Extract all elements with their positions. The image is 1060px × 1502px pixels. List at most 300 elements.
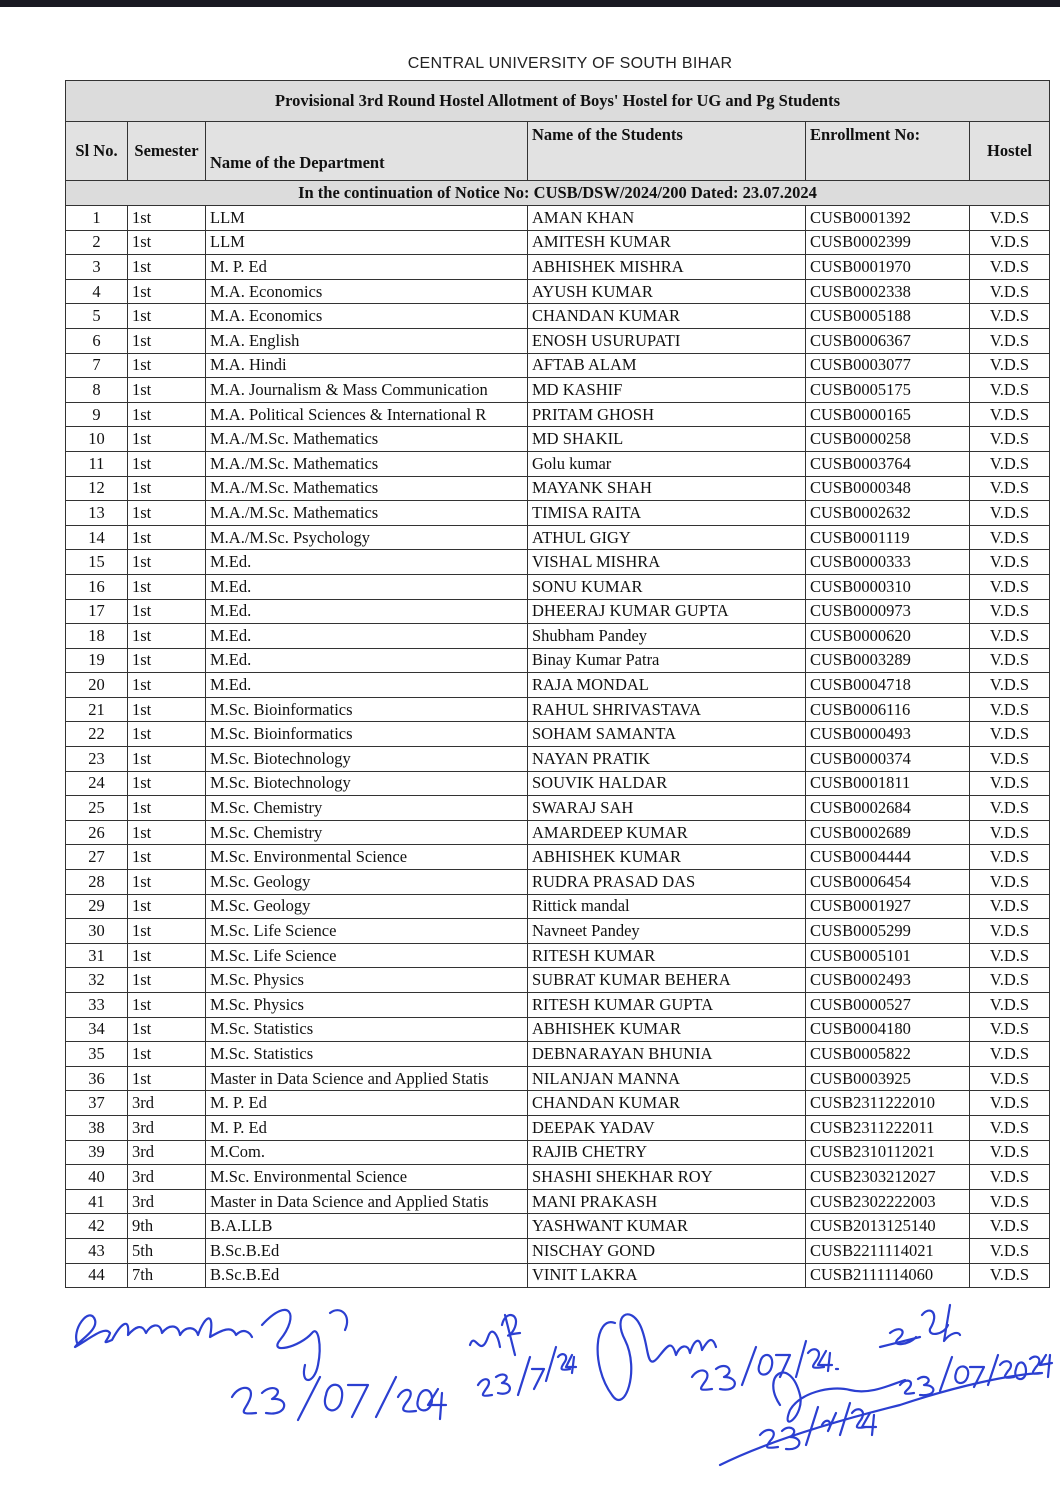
- signature-5-mark: [773, 1373, 905, 1422]
- cell-sl-no: 25: [66, 796, 128, 821]
- table-row: [66, 1115, 1050, 1140]
- cell-semester: 1st: [128, 1042, 206, 1067]
- cell-sl-no: 44: [66, 1263, 128, 1288]
- cell-hostel: V.D.S: [970, 1091, 1050, 1116]
- cell-hostel: V.D.S: [970, 230, 1050, 255]
- cell-hostel: V.D.S: [970, 1214, 1050, 1239]
- cell-sl-no: 27: [66, 845, 128, 870]
- cell-sl-no: 16: [66, 574, 128, 599]
- table-row: [66, 820, 1050, 845]
- cell-semester: 1st: [128, 796, 206, 821]
- cell-hostel: V.D.S: [970, 1115, 1050, 1140]
- table-row: [66, 1189, 1050, 1214]
- cell-sl-no: 20: [66, 673, 128, 698]
- cell-sl-no: 1: [66, 206, 128, 231]
- cell-semester: 1st: [128, 476, 206, 501]
- cell-sl-no: 10: [66, 427, 128, 452]
- col-header-sl: Sl No.: [66, 122, 128, 181]
- col-header-semester-text: Semester: [134, 141, 199, 160]
- table-row: [66, 1066, 1050, 1091]
- cell-hostel: V.D.S: [970, 378, 1050, 403]
- cell-enrollment-no: CUSB0003077: [806, 353, 970, 378]
- cell-enrollment-no: CUSB0003925: [806, 1066, 970, 1091]
- table-row: [66, 722, 1050, 747]
- notice-text: In the continuation of Notice No: CUSB/DSW/2024/200 Dated: 23.07.2024: [66, 181, 1050, 206]
- cell-department: M.Sc. Physics: [206, 968, 528, 993]
- table-row: [66, 599, 1050, 624]
- cell-semester: 3rd: [128, 1115, 206, 1140]
- cell-student-name: VINIT LAKRA: [528, 1263, 806, 1288]
- cell-department: Master in Data Science and Applied Statis: [206, 1066, 528, 1091]
- cell-department: Master in Data Science and Applied Statis: [206, 1189, 528, 1214]
- cell-semester: 1st: [128, 206, 206, 231]
- cell-department: M.A./M.Sc. Mathematics: [206, 501, 528, 526]
- cell-student-name: Shubham Pandey: [528, 624, 806, 649]
- cell-student-name: ABHISHEK KUMAR: [528, 1017, 806, 1042]
- cell-enrollment-no: CUSB0002684: [806, 796, 970, 821]
- cell-semester: 1st: [128, 255, 206, 280]
- cell-semester: 3rd: [128, 1091, 206, 1116]
- cell-sl-no: 30: [66, 919, 128, 944]
- cell-sl-no: 19: [66, 648, 128, 673]
- cell-student-name: NILANJAN MANNA: [528, 1066, 806, 1091]
- cell-enrollment-no: CUSB0002399: [806, 230, 970, 255]
- cell-hostel: V.D.S: [970, 255, 1050, 280]
- cell-enrollment-no: CUSB0004444: [806, 845, 970, 870]
- signature-2-date: [478, 1347, 576, 1396]
- table-row: [66, 304, 1050, 329]
- cell-department: M.A. Hindi: [206, 353, 528, 378]
- cell-enrollment-no: CUSB0005188: [806, 304, 970, 329]
- cell-hostel: V.D.S: [970, 328, 1050, 353]
- cell-hostel: V.D.S: [970, 968, 1050, 993]
- table-row: [66, 1042, 1050, 1067]
- table-title: Provisional 3rd Round Hostel Allotment of Boys' Hostel for UG and Pg Students: [66, 81, 1050, 122]
- cell-student-name: RUDRA PRASAD DAS: [528, 870, 806, 895]
- cell-student-name: MD KASHIF: [528, 378, 806, 403]
- cell-department: M.Sc. Physics: [206, 993, 528, 1018]
- cell-department: LLM: [206, 206, 528, 231]
- cell-hostel: V.D.S: [970, 476, 1050, 501]
- cell-enrollment-no: CUSB0005175: [806, 378, 970, 403]
- cell-sl-no: 21: [66, 697, 128, 722]
- cell-department: M.Sc. Environmental Science: [206, 1165, 528, 1190]
- cell-hostel: V.D.S: [970, 1263, 1050, 1288]
- cell-student-name: DHEERAJ KUMAR GUPTA: [528, 599, 806, 624]
- col-header-enrollment: Enrollment No:: [806, 122, 970, 181]
- table-row: [66, 697, 1050, 722]
- cell-sl-no: 15: [66, 550, 128, 575]
- cell-sl-no: 39: [66, 1140, 128, 1165]
- cell-semester: 1st: [128, 648, 206, 673]
- cell-department: M.Ed.: [206, 673, 528, 698]
- cell-department: M. P. Ed: [206, 255, 528, 280]
- cell-semester: 1st: [128, 1017, 206, 1042]
- cell-semester: 1st: [128, 451, 206, 476]
- table-header-row: [66, 122, 1050, 181]
- cell-hostel: V.D.S: [970, 427, 1050, 452]
- cell-semester: 1st: [128, 550, 206, 575]
- cell-enrollment-no: CUSB0000165: [806, 402, 970, 427]
- table-row: [66, 1263, 1050, 1288]
- cell-enrollment-no: CUSB0000258: [806, 427, 970, 452]
- table-row: [66, 919, 1050, 944]
- cell-hostel: V.D.S: [970, 525, 1050, 550]
- cell-semester: 1st: [128, 968, 206, 993]
- cell-student-name: MAYANK SHAH: [528, 476, 806, 501]
- cell-enrollment-no: CUSB0005101: [806, 943, 970, 968]
- table-row: [66, 845, 1050, 870]
- cell-hostel: V.D.S: [970, 451, 1050, 476]
- cell-semester: 1st: [128, 845, 206, 870]
- cell-semester: 1st: [128, 230, 206, 255]
- table-row: [66, 870, 1050, 895]
- notice-row: [66, 181, 1050, 206]
- cell-student-name: ENOSH USURUPATI: [528, 328, 806, 353]
- cell-sl-no: 40: [66, 1165, 128, 1190]
- cell-department: M.Ed.: [206, 648, 528, 673]
- cell-enrollment-no: CUSB0005822: [806, 1042, 970, 1067]
- table-row: [66, 501, 1050, 526]
- cell-enrollment-no: CUSB0000310: [806, 574, 970, 599]
- cell-enrollment-no: CUSB0000374: [806, 747, 970, 772]
- cell-semester: 1st: [128, 993, 206, 1018]
- table-row: [66, 328, 1050, 353]
- signature-1-flourish: [262, 1310, 320, 1380]
- table-row: [66, 206, 1050, 231]
- cell-department: M.A. Journalism & Mass Communication: [206, 378, 528, 403]
- cell-hostel: V.D.S: [970, 747, 1050, 772]
- signature-5-date: [760, 1403, 876, 1449]
- cell-student-name: VISHAL MISHRA: [528, 550, 806, 575]
- cell-sl-no: 43: [66, 1238, 128, 1263]
- cell-hostel: V.D.S: [970, 574, 1050, 599]
- cell-sl-no: 31: [66, 943, 128, 968]
- cell-department: M.A. English: [206, 328, 528, 353]
- cell-sl-no: 37: [66, 1091, 128, 1116]
- cell-department: M.A./M.Sc. Mathematics: [206, 427, 528, 452]
- cell-semester: 1st: [128, 673, 206, 698]
- cell-sl-no: 5: [66, 304, 128, 329]
- table-row: [66, 943, 1050, 968]
- cell-sl-no: 7: [66, 353, 128, 378]
- cell-department: M.Sc. Life Science: [206, 919, 528, 944]
- cell-sl-no: 24: [66, 771, 128, 796]
- cell-department: M. P. Ed: [206, 1115, 528, 1140]
- handwritten-signatures: [0, 1285, 1060, 1497]
- cell-hostel: V.D.S: [970, 624, 1050, 649]
- cell-hostel: V.D.S: [970, 353, 1050, 378]
- signature-1-extra: [330, 1310, 347, 1330]
- allotment-table: [65, 80, 1050, 1288]
- cell-department: M.Sc. Environmental Science: [206, 845, 528, 870]
- cell-student-name: MANI PRAKASH: [528, 1189, 806, 1214]
- cell-sl-no: 13: [66, 501, 128, 526]
- table-row: [66, 525, 1050, 550]
- cell-student-name: DEEPAK YADAV: [528, 1115, 806, 1140]
- cell-sl-no: 36: [66, 1066, 128, 1091]
- cell-enrollment-no: CUSB0006367: [806, 328, 970, 353]
- cell-semester: 5th: [128, 1238, 206, 1263]
- table-row: [66, 378, 1050, 403]
- table-row: [66, 550, 1050, 575]
- cell-department: M.Sc. Chemistry: [206, 820, 528, 845]
- cell-student-name: AMAN KHAN: [528, 206, 806, 231]
- cell-semester: 1st: [128, 870, 206, 895]
- table-row: [66, 476, 1050, 501]
- cell-sl-no: 34: [66, 1017, 128, 1042]
- cell-hostel: V.D.S: [970, 1189, 1050, 1214]
- cell-department: M.Sc. Bioinformatics: [206, 697, 528, 722]
- cell-department: M.Ed.: [206, 599, 528, 624]
- cell-department: LLM: [206, 230, 528, 255]
- cell-student-name: RAHUL SHRIVASTAVA: [528, 697, 806, 722]
- cell-enrollment-no: CUSB2303212027: [806, 1165, 970, 1190]
- cell-student-name: AYUSH KUMAR: [528, 279, 806, 304]
- cell-hostel: V.D.S: [970, 402, 1050, 427]
- cell-enrollment-no: CUSB0000620: [806, 624, 970, 649]
- cell-hostel: V.D.S: [970, 993, 1050, 1018]
- cell-sl-no: 23: [66, 747, 128, 772]
- table-row: [66, 796, 1050, 821]
- col-header-student: Name of the Students: [528, 122, 806, 181]
- table-row: [66, 427, 1050, 452]
- cell-hostel: V.D.S: [970, 820, 1050, 845]
- cell-department: M.A./M.Sc. Psychology: [206, 525, 528, 550]
- cell-student-name: PRITAM GHOSH: [528, 402, 806, 427]
- signature-1-date: [232, 1377, 446, 1420]
- cell-student-name: AFTAB ALAM: [528, 353, 806, 378]
- table-row: [66, 255, 1050, 280]
- cell-hostel: V.D.S: [970, 1238, 1050, 1263]
- cell-sl-no: 42: [66, 1214, 128, 1239]
- cell-student-name: RAJA MONDAL: [528, 673, 806, 698]
- cell-student-name: Binay Kumar Patra: [528, 648, 806, 673]
- cell-student-name: AMARDEEP KUMAR: [528, 820, 806, 845]
- cell-department: M.Sc. Geology: [206, 870, 528, 895]
- cell-semester: 1st: [128, 747, 206, 772]
- cell-department: M.Sc. Chemistry: [206, 796, 528, 821]
- cell-department: M.Sc. Biotechnology: [206, 771, 528, 796]
- table-row: [66, 1214, 1050, 1239]
- cell-enrollment-no: CUSB0006454: [806, 870, 970, 895]
- cell-enrollment-no: CUSB2302222003: [806, 1189, 970, 1214]
- cell-semester: 1st: [128, 697, 206, 722]
- cell-sl-no: 17: [66, 599, 128, 624]
- cell-sl-no: 32: [66, 968, 128, 993]
- cell-hostel: V.D.S: [970, 550, 1050, 575]
- cell-semester: 1st: [128, 624, 206, 649]
- cell-hostel: V.D.S: [970, 894, 1050, 919]
- cell-semester: 1st: [128, 919, 206, 944]
- table-row: [66, 673, 1050, 698]
- cell-enrollment-no: CUSB0002493: [806, 968, 970, 993]
- table-row: [66, 993, 1050, 1018]
- cell-sl-no: 9: [66, 402, 128, 427]
- table-row: [66, 574, 1050, 599]
- cell-hostel: V.D.S: [970, 673, 1050, 698]
- cell-student-name: SHASHI SHEKHAR ROY: [528, 1165, 806, 1190]
- cell-enrollment-no: CUSB0000493: [806, 722, 970, 747]
- table-row: [66, 1017, 1050, 1042]
- cell-semester: 9th: [128, 1214, 206, 1239]
- cell-sl-no: 2: [66, 230, 128, 255]
- table-row: [66, 894, 1050, 919]
- cell-enrollment-no: CUSB2311222010: [806, 1091, 970, 1116]
- cell-department: M.Sc. Statistics: [206, 1042, 528, 1067]
- cell-student-name: RITESH KUMAR: [528, 943, 806, 968]
- cell-hostel: V.D.S: [970, 722, 1050, 747]
- table-row: [66, 1140, 1050, 1165]
- cell-student-name: AMITESH KUMAR: [528, 230, 806, 255]
- cell-department: M.Sc. Geology: [206, 894, 528, 919]
- cell-hostel: V.D.S: [970, 1017, 1050, 1042]
- cell-enrollment-no: CUSB0005299: [806, 919, 970, 944]
- table-row: [66, 402, 1050, 427]
- cell-semester: 1st: [128, 820, 206, 845]
- col-header-hostel: Hostel: [970, 122, 1050, 181]
- cell-enrollment-no: CUSB0004180: [806, 1017, 970, 1042]
- cell-enrollment-no: CUSB0000348: [806, 476, 970, 501]
- cell-student-name: CHANDAN KUMAR: [528, 1091, 806, 1116]
- cell-student-name: SOUVIK HALDAR: [528, 771, 806, 796]
- table-row: [66, 747, 1050, 772]
- cell-sl-no: 29: [66, 894, 128, 919]
- cell-semester: 1st: [128, 501, 206, 526]
- cell-semester: 1st: [128, 771, 206, 796]
- cell-enrollment-no: CUSB0002338: [806, 279, 970, 304]
- table-row: [66, 648, 1050, 673]
- cell-semester: 1st: [128, 574, 206, 599]
- signature-3-mark: [598, 1314, 716, 1400]
- table-row: [66, 1238, 1050, 1263]
- cell-semester: 3rd: [128, 1189, 206, 1214]
- table-row: [66, 1091, 1050, 1116]
- cell-semester: 1st: [128, 353, 206, 378]
- university-name: CENTRAL UNIVERSITY OF SOUTH BIHAR: [407, 55, 733, 72]
- cell-hostel: V.D.S: [970, 206, 1050, 231]
- cell-hostel: V.D.S: [970, 1066, 1050, 1091]
- cell-hostel: V.D.S: [970, 599, 1050, 624]
- cell-department: M.Sc. Life Science: [206, 943, 528, 968]
- cell-student-name: MD SHAKIL: [528, 427, 806, 452]
- cell-student-name: Rittick mandal: [528, 894, 806, 919]
- cell-semester: 1st: [128, 427, 206, 452]
- cell-enrollment-no: CUSB2111114060: [806, 1263, 970, 1288]
- cell-student-name: Navneet Pandey: [528, 919, 806, 944]
- cell-department: M.A./M.Sc. Mathematics: [206, 451, 528, 476]
- cell-student-name: DEBNARAYAN BHUNIA: [528, 1042, 806, 1067]
- cell-hostel: V.D.S: [970, 796, 1050, 821]
- cell-department: M.A. Economics: [206, 279, 528, 304]
- cell-sl-no: 28: [66, 870, 128, 895]
- cell-hostel: V.D.S: [970, 845, 1050, 870]
- cell-enrollment-no: CUSB0001811: [806, 771, 970, 796]
- cell-sl-no: 4: [66, 279, 128, 304]
- cell-enrollment-no: CUSB0002632: [806, 501, 970, 526]
- cell-enrollment-no: CUSB0001392: [806, 206, 970, 231]
- cell-semester: 3rd: [128, 1165, 206, 1190]
- table-row: [66, 451, 1050, 476]
- cell-department: M.A./M.Sc. Mathematics: [206, 476, 528, 501]
- cell-student-name: RITESH KUMAR GUPTA: [528, 993, 806, 1018]
- table-row: [66, 279, 1050, 304]
- cell-semester: 7th: [128, 1263, 206, 1288]
- cell-semester: 1st: [128, 943, 206, 968]
- cell-student-name: NAYAN PRATIK: [528, 747, 806, 772]
- cell-student-name: SWARAJ SAH: [528, 796, 806, 821]
- cell-student-name: CHANDAN KUMAR: [528, 304, 806, 329]
- table-row: [66, 771, 1050, 796]
- cell-semester: 1st: [128, 894, 206, 919]
- cell-department: M.A. Political Sciences & International R: [206, 402, 528, 427]
- cell-enrollment-no: CUSB2310112021: [806, 1140, 970, 1165]
- cell-hostel: V.D.S: [970, 1165, 1050, 1190]
- cell-department: B.A.LLB: [206, 1214, 528, 1239]
- cell-department: B.Sc.B.Ed: [206, 1238, 528, 1263]
- signature-area: [0, 1285, 1060, 1497]
- cell-department: B.Sc.B.Ed: [206, 1263, 528, 1288]
- cell-sl-no: 11: [66, 451, 128, 476]
- cell-enrollment-no: CUSB0000973: [806, 599, 970, 624]
- cell-department: M.Com.: [206, 1140, 528, 1165]
- cell-enrollment-no: CUSB2013125140: [806, 1214, 970, 1239]
- cell-student-name: SUBRAT KUMAR BEHERA: [528, 968, 806, 993]
- cell-enrollment-no: CUSB0000527: [806, 993, 970, 1018]
- cell-enrollment-no: CUSB0004718: [806, 673, 970, 698]
- cell-student-name: YASHWANT KUMAR: [528, 1214, 806, 1239]
- cell-semester: 3rd: [128, 1140, 206, 1165]
- signature-3-date: [692, 1341, 838, 1390]
- cell-enrollment-no: CUSB2211114021: [806, 1238, 970, 1263]
- cell-semester: 1st: [128, 328, 206, 353]
- cell-department: M.Ed.: [206, 624, 528, 649]
- cell-department: M.A. Economics: [206, 304, 528, 329]
- cell-enrollment-no: CUSB2311222011: [806, 1115, 970, 1140]
- table-row: [66, 968, 1050, 993]
- signature-2-mark: [470, 1315, 520, 1355]
- cell-student-name: ATHUL GIGY: [528, 525, 806, 550]
- cell-semester: 1st: [128, 304, 206, 329]
- cell-department: M.Ed.: [206, 574, 528, 599]
- cell-hostel: V.D.S: [970, 279, 1050, 304]
- table-body: [66, 206, 1050, 1288]
- cell-hostel: V.D.S: [970, 919, 1050, 944]
- cell-student-name: Golu kumar: [528, 451, 806, 476]
- signature-4-mark: [880, 1305, 960, 1347]
- cell-semester: 1st: [128, 722, 206, 747]
- cell-sl-no: 12: [66, 476, 128, 501]
- cell-sl-no: 18: [66, 624, 128, 649]
- table-row: [66, 624, 1050, 649]
- cell-sl-no: 3: [66, 255, 128, 280]
- cell-hostel: V.D.S: [970, 648, 1050, 673]
- cell-sl-no: 41: [66, 1189, 128, 1214]
- cell-enrollment-no: CUSB0001927: [806, 894, 970, 919]
- cell-student-name: TIMISA RAITA: [528, 501, 806, 526]
- col-header-department: Name of the Department: [206, 122, 528, 181]
- table-row: [66, 1165, 1050, 1190]
- cell-student-name: ABHISHEK MISHRA: [528, 255, 806, 280]
- table-title-row: [66, 81, 1050, 122]
- cell-semester: 1st: [128, 402, 206, 427]
- cell-department: M. P. Ed: [206, 1091, 528, 1116]
- cell-hostel: V.D.S: [970, 501, 1050, 526]
- cell-enrollment-no: CUSB0001119: [806, 525, 970, 550]
- cell-semester: 1st: [128, 378, 206, 403]
- cell-hostel: V.D.S: [970, 771, 1050, 796]
- cell-sl-no: 35: [66, 1042, 128, 1067]
